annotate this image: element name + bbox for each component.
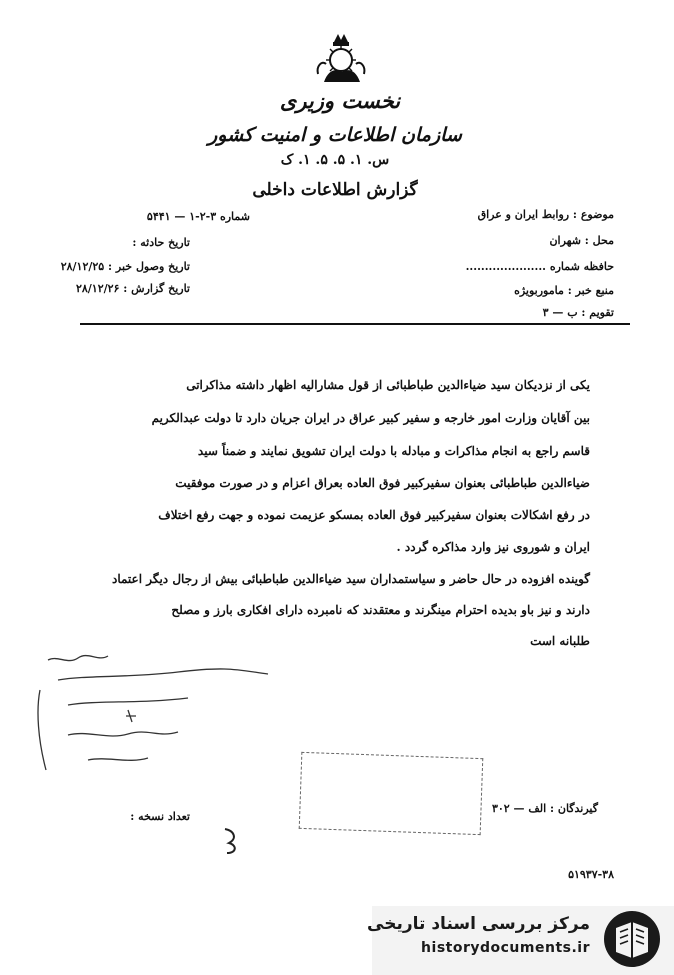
body-line: گوینده افزوده در حال حاضر و سیاستمداران سید ضیاءالدین طباطبائی بیش از رجال دیگر اعتماد	[111, 572, 590, 586]
handwritten-mark-icon	[215, 825, 245, 857]
archive-logo-icon	[600, 908, 664, 970]
handwritten-annotation-icon	[28, 650, 278, 790]
body-line: ضیاءالدین طباطبائی بعنوان سفیرکبیر فوق العاده بعراق اعزام و در صورت موفقیت	[175, 476, 590, 490]
body-line: قاسم راجع به انجام مذاکرات و مبادله با دولت ایران تشویق نمایند و ضمناً سید	[197, 444, 590, 458]
file-number-field: حافظه شماره .....................	[465, 260, 614, 273]
stamp-impression	[299, 752, 484, 835]
document-number: شماره ۳-۲-۱ — ۵۴۴۱	[146, 210, 250, 223]
copies-field: تعداد نسخه :	[130, 810, 190, 823]
place-field: محل : شهران	[549, 234, 614, 247]
watermark-url: historydocuments.ir	[421, 940, 590, 956]
body-line: یکی از نزدیکان سید ضیاءالدین طباطبائی از قول مشارالیه اظهار داشته مذاکراتی	[186, 378, 590, 392]
news-source-field: منبع خبر : ماموربویژه	[514, 284, 614, 297]
body-line: دارند و نیز باو بدیده احترام مینگرند و معتقدند که نامبرده دارای افکاری بارز و مصلح	[171, 603, 590, 617]
header-divider	[80, 323, 630, 325]
evaluation-field: تقویم : ب — ۳	[542, 306, 614, 319]
report-type-heading: گزارش اطلاعات داخلی	[252, 180, 418, 200]
subject-field: موضوع : روابط ایران و عراق	[477, 208, 614, 221]
recipients-field: گیرندگان : الف — ۳۰۲	[491, 802, 598, 815]
reference-code: س. ۱. ۵. ۵. ۱. ک	[280, 152, 390, 168]
body-line: طلبانه است	[530, 634, 590, 648]
body-line: ایران و شوروی نیز وارد مذاکره گردد .	[396, 540, 590, 554]
incident-date: تاریخ حادثه :	[132, 236, 190, 249]
office-heading: نخست وزیری	[279, 88, 401, 113]
lion-and-sun-emblem-icon	[314, 30, 368, 88]
received-date: تاریخ وصول خبر : ۲۸/۱۲/۲۵	[60, 260, 190, 273]
document-code: ۵۱۹۳۷-۳۸	[568, 868, 614, 881]
watermark-title: مرکز بررسی اسناد تاریخی	[367, 914, 590, 934]
report-date: تاریخ گزارش : ۲۸/۱۲/۲۶	[75, 282, 190, 295]
organization-heading: سازمان اطلاعات و امنیت کشور	[208, 124, 462, 146]
body-line: بین آقایان وزارت امور خارجه و سفیر کبیر عراق در ایران جریان دارد تا دولت عبدالکریم	[151, 411, 590, 425]
body-line: در رفع اشکالات بعنوان سفیرکبیر فوق العاده بمسکو عزیمت نموده و جهت رفع اختلاف	[158, 508, 590, 522]
